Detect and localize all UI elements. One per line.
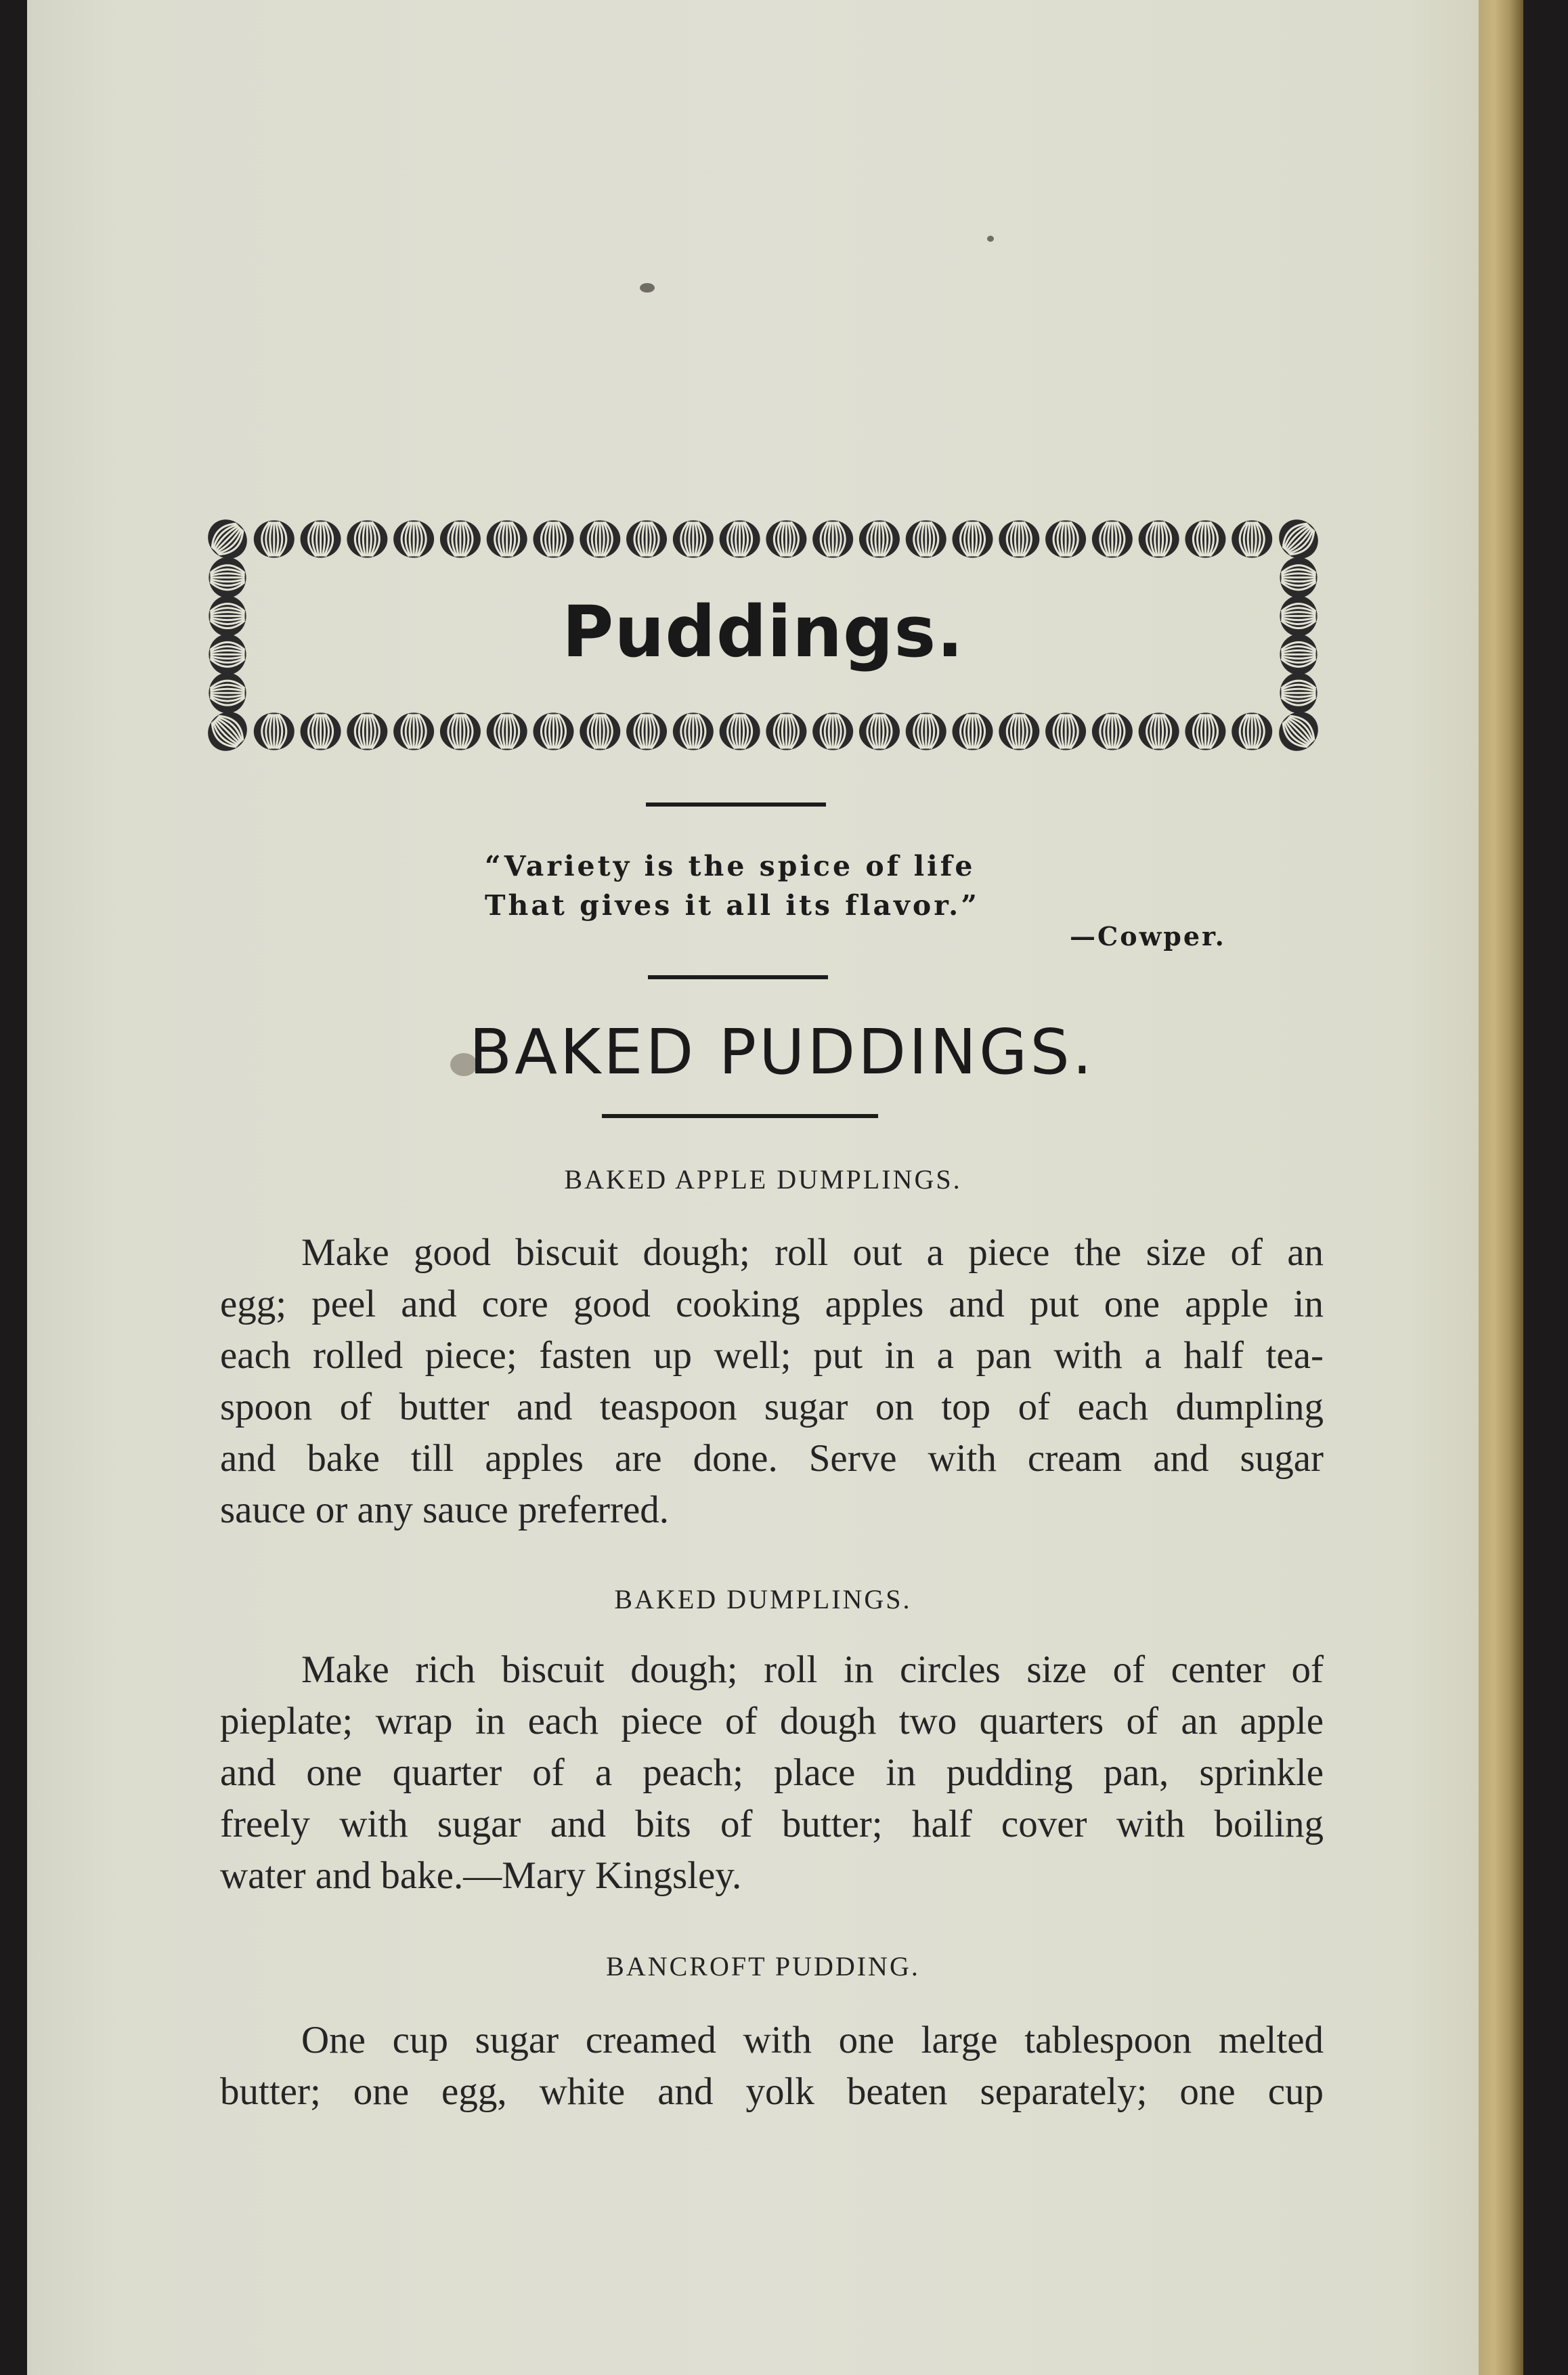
border-shell-ornament	[673, 712, 714, 750]
recipe-line: pieplate; wrap in each piece of dough two quarters of an apple	[220, 1700, 1324, 1742]
epigraph-line: That gives it all its flavor.”	[485, 889, 980, 922]
heading-underline	[602, 1114, 878, 1118]
section-title: Puddings.	[562, 591, 964, 673]
border-shell-ornament	[1092, 712, 1133, 750]
border-shell-ornament	[766, 520, 806, 557]
border-shell-ornament	[626, 712, 667, 750]
border-shell-ornament	[1232, 520, 1272, 557]
recipe-line: each rolled piece; fasten up well; put in a pan with a half tea-	[220, 1334, 1324, 1377]
border-shell-ornament	[254, 520, 295, 557]
border-shell-ornament	[1185, 712, 1225, 750]
border-shell-ornament	[1232, 712, 1272, 750]
border-shell-ornament	[766, 712, 806, 750]
border-shell-ornament	[209, 672, 246, 713]
border-shell-ornament	[906, 712, 946, 750]
border-shell-ornament	[812, 712, 853, 750]
border-shell-ornament	[720, 712, 760, 750]
border-shell-ornament	[906, 520, 946, 557]
divider-rule	[646, 803, 826, 807]
border-shell-ornament	[999, 520, 1039, 557]
border-shell-ornament	[1280, 672, 1317, 713]
recipe-title: BAKED APPLE DUMPLINGS.	[564, 1164, 962, 1195]
recipe-body	[220, 1644, 1324, 1902]
border-shell-ornament	[254, 712, 295, 750]
border-shell-ornament	[487, 520, 527, 557]
recipe-line: egg; peel and core good cooking apples and put one apple in	[220, 1283, 1324, 1325]
border-shell-ornament	[673, 520, 714, 557]
border-shell-ornament	[440, 712, 481, 750]
border-shell-ornament	[487, 712, 527, 750]
border-shell-ornament	[1045, 520, 1086, 557]
page-content	[27, 0, 1523, 2375]
recipe-line: sauce or any sauce preferred.	[220, 1489, 670, 1531]
book-page	[27, 0, 1523, 2375]
border-shell-ornament	[859, 712, 900, 750]
border-shell-ornament	[533, 520, 573, 557]
border-shell-ornament	[859, 520, 900, 557]
border-shell-ornament	[347, 712, 387, 750]
recipe-line: butter; one egg, white and yolk beaten separately; one cup	[220, 2070, 1324, 2113]
border-shell-ornament	[347, 520, 387, 557]
border-shell-ornament	[301, 520, 341, 557]
recipe-body	[220, 2015, 1324, 2118]
border-shell-ornament	[580, 712, 620, 750]
epigraph-quote	[485, 847, 980, 925]
recipe-line: spoon of butter and teaspoon sugar on top of each dumpling	[220, 1386, 1324, 1428]
epigraph-author: —Cowper.	[1070, 921, 1226, 951]
border-shell-ornament	[580, 520, 620, 557]
border-shell-ornament	[1139, 712, 1179, 750]
border-shell-ornament	[626, 520, 667, 557]
border-shell-ornament	[1139, 520, 1179, 557]
recipe-body	[220, 1227, 1324, 1536]
main-heading: BAKED PUDDINGS.	[469, 1016, 1095, 1088]
divider-rule	[648, 975, 828, 979]
recipe-line: water and bake.—Mary Kingsley.	[220, 1854, 742, 1897]
border-shell-ornament	[533, 712, 573, 750]
recipe-line: Make good biscuit dough; roll out a piece the size of an	[301, 1231, 1324, 1274]
recipe-title: BAKED DUMPLINGS.	[614, 1584, 912, 1614]
recipe-title: BANCROFT PUDDING.	[606, 1951, 920, 1982]
border-shell-ornament	[440, 520, 481, 557]
recipe-line: freely with sugar and bits of butter; half cover with boiling	[220, 1803, 1324, 1845]
recipe-line: and bake till apples are done. Serve with cream and sugar	[220, 1437, 1324, 1480]
border-shell-ornament	[953, 520, 993, 557]
recipe-line: Make rich biscuit dough; roll in circles size of center of	[301, 1648, 1324, 1691]
border-shell-ornament	[301, 712, 341, 750]
border-shell-ornament	[720, 520, 760, 557]
recipe-line: and one quarter of a peach; place in pudding pan, sprinkle	[220, 1751, 1324, 1794]
border-shell-ornament	[393, 712, 434, 750]
border-shell-ornament	[1185, 520, 1225, 557]
border-shell-ornament	[999, 712, 1039, 750]
border-shell-ornament	[812, 520, 853, 557]
border-shell-ornament	[1092, 520, 1133, 557]
border-shell-ornament	[953, 712, 993, 750]
border-shell-ornament	[1045, 712, 1086, 750]
border-shell-ornament	[393, 520, 434, 557]
epigraph-line: “Variety is the spice of life	[485, 850, 976, 882]
recipe-line: One cup sugar creamed with one large tablespoon melted	[301, 2019, 1324, 2061]
